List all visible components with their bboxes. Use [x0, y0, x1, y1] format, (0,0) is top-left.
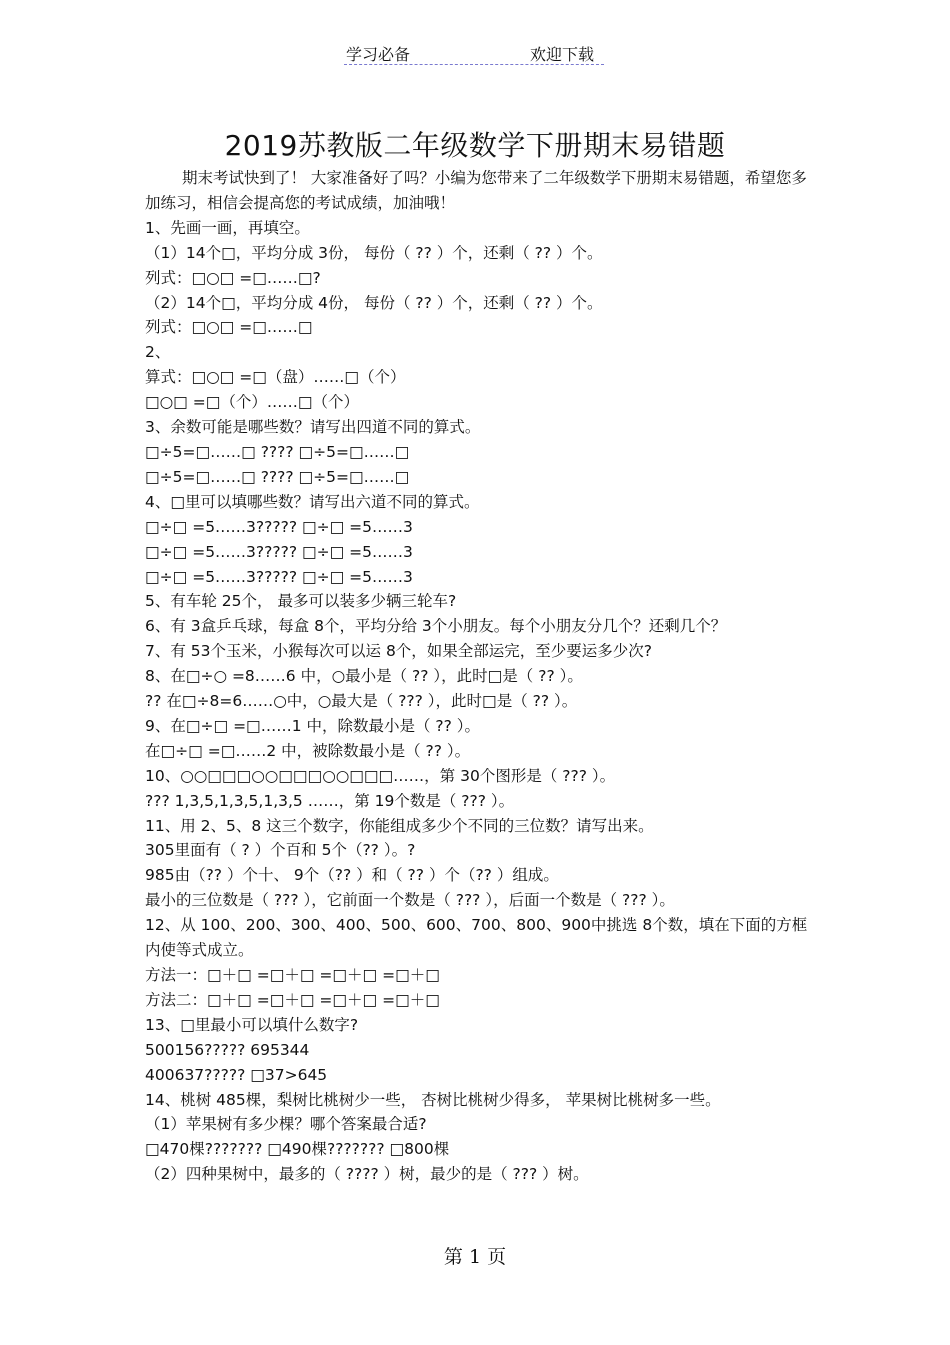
text-line: 7、有 53个玉米，小猴每次可以运 8个，如果全部运完，至少要运多少次?: [145, 642, 653, 661]
text-line: 方法一：□＋□ =□＋□ =□＋□ =□＋□: [145, 966, 440, 984]
text-line: 2、: [145, 343, 171, 362]
text-line: （1）14个□，平均分成 3份， 每份（ ?? ）个，还剩（ ?? ）个。: [145, 243, 603, 262]
text-line: 6、有 3盒乒乓球，每盒 8个，平均分给 3个小朋友。每个小朋友分几个？还剩几个？: [145, 617, 727, 636]
document-body: [145, 166, 810, 1187]
text-line: 5、有车轮 25个， 最多可以装多少辆三轮车?: [145, 592, 457, 611]
page-header: [344, 40, 604, 65]
text-line: □÷□ =5……3????? □÷□ =5……3: [145, 542, 413, 561]
text-line: 9、在□÷□ =□……1 中，除数最小是（ ?? ）。: [145, 716, 481, 735]
intro-paragraph: 期末考试快到了！ 大家准备好了吗？小编为您带来了二年级数学下册期末易错题，希望您多加练习，相信会提高您的考试成绩，加油哦！: [145, 169, 807, 212]
text-line: □○□ =□（个）……□（个）: [145, 393, 360, 412]
text-line: 3、余数可能是哪些数？请写出四道不同的算式。: [145, 418, 481, 437]
document-title: 2019苏教版二年级数学下册期末易错题: [224, 129, 726, 162]
text-line: 10、○○□□□○○□□□○○□□□……，第 30个图形是（ ??? ）。: [145, 766, 616, 785]
text-line: □÷□ =5……3????? □÷□ =5……3: [145, 567, 413, 586]
header-right-text: 欢迎下载: [530, 45, 595, 64]
text-line: 列式：□○□ =□……□?: [145, 268, 321, 287]
text-line: 列式：□○□ =□……□: [145, 318, 313, 337]
text-line: ?? 在□÷8=6……○中，○最大是（ ??? ），此时□是（ ?? ）。: [145, 692, 578, 711]
text-line: 4、□里可以填哪些数？请写出六道不同的算式。: [145, 492, 480, 511]
text-line: 1、先画一画，再填空。: [145, 218, 310, 237]
text-line: 在□÷□ =□……2 中，被除数最小是（ ?? ）。: [145, 741, 471, 760]
text-line: （2）14个□，平均分成 4份， 每份（ ?? ）个，还剩（ ?? ）个。: [145, 293, 603, 312]
text-line: 12、从 100、200、300、400、500、600、700、800、900中挑选 8个数，填在下面的方框内使等式成立。: [145, 916, 808, 960]
text-line: 方法二：□＋□ =□＋□ =□＋□ =□＋□: [145, 990, 440, 1009]
text-line: □÷5=□……□ ???? □÷5=□……□: [145, 442, 410, 461]
text-line: 400637????? □37>645: [145, 1065, 328, 1084]
text-line: ??? 1,3,5,1,3,5,1,3,5 ……，第 19个数是（ ??? ）。: [145, 791, 515, 810]
text-line: 305里面有（ ? ）个百和 5个（?? ）。?: [145, 841, 416, 860]
text-line: 算式：□○□ =□（盘）……□（个）: [145, 368, 406, 387]
text-line: 14、桃树 485棵，梨树比桃树少一些， 杏树比桃树少得多， 苹果树比桃树多一些。: [145, 1090, 721, 1109]
text-line: 500156????? 695344: [145, 1040, 310, 1059]
text-line: □÷□ =5……3????? □÷□ =5……3: [145, 517, 413, 536]
text-line: 13、□里最小可以填什么数字?: [145, 1015, 359, 1034]
text-line: （2）四种果树中，最多的（ ???? ）树，最少的是（ ??? ）树。: [145, 1165, 589, 1184]
text-line: （1）苹果树有多少棵？哪个答案最合适?: [145, 1115, 427, 1134]
header-left-text: 学习必备: [346, 45, 411, 64]
text-line: □470棵??????? □490棵??????? □800棵: [145, 1140, 450, 1159]
text-line: 8、在□÷○ =8……6 中，○最小是（ ?? ），此时□是（ ?? ）。: [145, 667, 583, 686]
text-line: 11、用 2、5、8 这三个数字，你能组成多少个不同的三位数？请写出来。: [145, 816, 654, 835]
text-line: □÷5=□……□ ???? □÷5=□……□: [145, 467, 410, 486]
text-line: 985由（?? ）个十、 9个（?? ）和（ ?? ）个（?? ）组成。: [145, 866, 559, 885]
page-number: 第 1 页: [443, 1246, 507, 1268]
text-line: 最小的三位数是（ ??? ），它前面一个数是（ ??? ），后面一个数是（ ??? ）。: [145, 891, 675, 910]
